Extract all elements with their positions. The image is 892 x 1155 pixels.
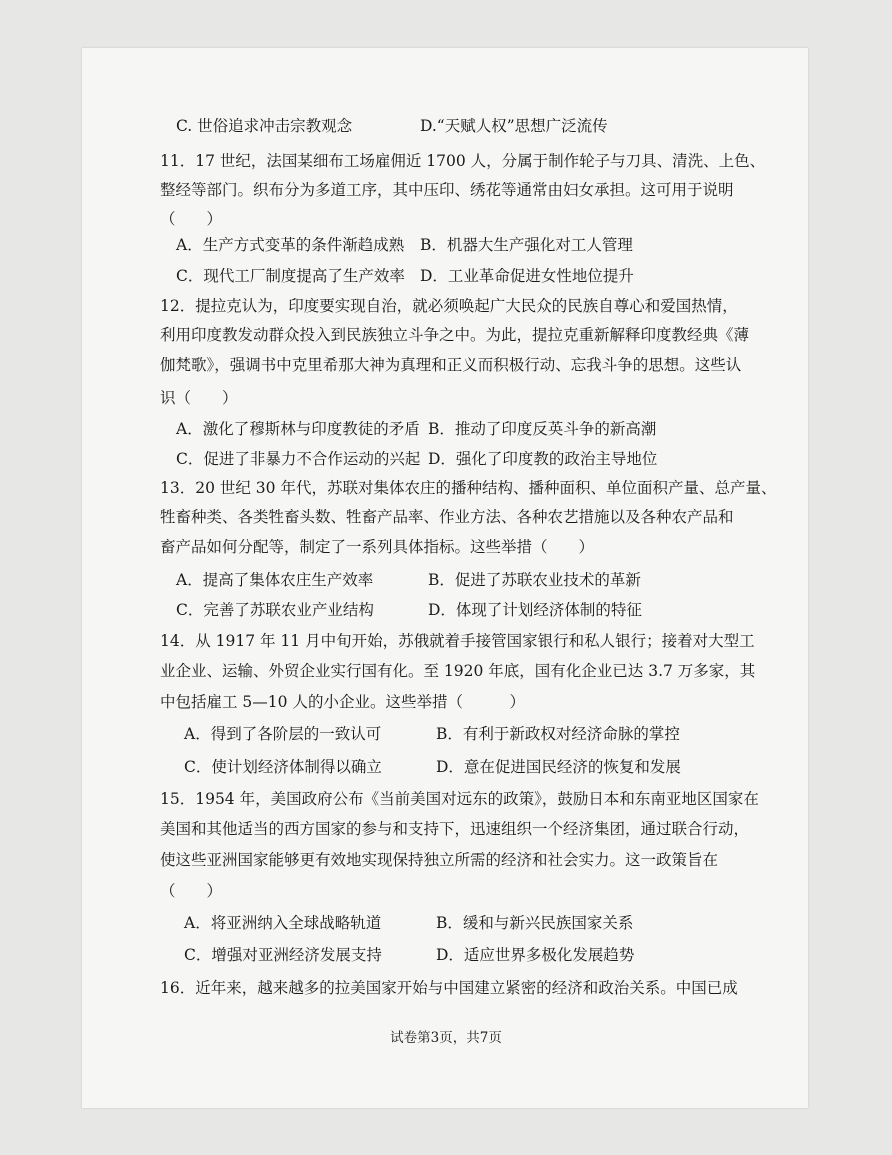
q12-stem-line-2: 利用印度教发动群众投入到民族独立斗争之中。为此，提拉克重新解释印度教经典《薄: [160, 326, 750, 344]
q13-stem-line-3: 畜产品如何分配等，制定了一系列具体指标。这些举措（ ）: [160, 538, 595, 556]
q15-stem-line-1: 15．1954 年，美国政府公布《当前美国对远东的政策》，鼓励日本和东南亚地区国家在: [160, 790, 759, 808]
q13-option-b: B．促进了苏联农业技术的革新: [428, 571, 641, 589]
q15-stem-line-3: 使这些亚洲国家能够更有效地实现保持独立所需的经济和社会实力。这一政策旨在: [160, 851, 719, 869]
q15-option-b: B．缓和与新兴民族国家关系: [436, 914, 634, 932]
q15-option-c: C．增强对亚洲经济发展支持: [184, 946, 382, 964]
q14-stem-line-3: 中包括雇工 5—10 人的小企业。这些举措（ ）: [160, 693, 525, 711]
q11-stem-line-1: 11．17 世纪，法国某细布工场雇佣近 1700 人，分属于制作轮子与刀具、清洗、上色、: [160, 152, 766, 170]
q11-stem-line-3: （ ）: [160, 210, 223, 228]
q14-option-d: D．意在促进国民经济的恢复和发展: [436, 758, 681, 776]
q12-stem-line-3: 伽梵歌》，强调书中克里希那大神为真理和正义而积极行动、忘我斗争的思想。这些认: [160, 356, 742, 374]
q12-option-a: A．激化了穆斯林与印度教徒的矛盾: [176, 420, 420, 438]
q13-option-c: C．完善了苏联农业产业结构: [176, 601, 374, 619]
q13-option-a: A．提高了集体农庄生产效率: [176, 571, 374, 589]
q13-stem-line-1: 13．20 世纪 30 年代，苏联对集体农庄的播种结构、播种面积、单位面积产量、总产量、: [160, 479, 777, 497]
q11-option-d: D．工业革命促进女性地位提升: [420, 267, 634, 285]
q12-option-c: C．促进了非暴力不合作运动的兴起: [176, 450, 421, 468]
q11-option-c: C．现代工厂制度提高了生产效率: [176, 267, 405, 285]
q14-option-b: B．有利于新政权对经济命脉的掌控: [436, 725, 680, 743]
q12-option-d: D．强化了印度教的政治主导地位: [428, 450, 658, 468]
q13-stem-line-2: 牲畜种类、各类牲畜头数、牲畜产品率、作业方法、各种农艺措施以及各种农产品和: [160, 508, 734, 526]
q14-option-c: C．使计划经济体制得以确立: [184, 758, 382, 776]
q12-stem-line-1: 12．提拉克认为，印度要实现自治，就必须唤起广大民众的民族自尊心和爱国热情，: [160, 297, 738, 315]
q15-option-a: A．将亚洲纳入全球战略轨道: [184, 914, 382, 932]
q11-option-a: A．生产方式变革的条件渐趋成熟: [176, 236, 405, 254]
q15-stem-line-4: （ ）: [160, 882, 223, 900]
q12-stem-line-4: 识（ ）: [160, 389, 238, 407]
q11-option-b: B．机器大生产强化对工人管理: [420, 236, 633, 254]
q13-option-d: D．体现了计划经济体制的特征: [428, 601, 642, 619]
q15-option-d: D．适应世界多极化发展趋势: [436, 946, 635, 964]
q16-stem-line-1: 16．近年来，越来越多的拉美国家开始与中国建立紧密的经济和政治关系。中国已成: [160, 979, 738, 997]
q12-option-b: B．推动了印度反英斗争的新高潮: [428, 420, 657, 438]
q11-stem-line-2: 整经等部门。织布分为多道工序，其中压印、绣花等通常由妇女承担。这可用于说明: [160, 181, 734, 199]
page-footer: 试卷第3页，共7页: [390, 1030, 502, 1046]
q10-option-c: C. 世俗追求冲击宗教观念: [176, 117, 353, 135]
q15-stem-line-2: 美国和其他适当的西方国家的参与和支持下，迅速组织一个经济集团，通过联合行动，: [160, 820, 750, 838]
q14-stem-line-1: 14．从 1917 年 11 月中旬开始，苏俄就着手接管国家银行和私人银行；接着对大型工: [160, 632, 755, 650]
q10-option-d: D.“天赋人权”思想广泛流传: [420, 117, 608, 135]
q14-stem-line-2: 业企业、运输、外贸企业实行国有化。至 1920 年底，国有化企业已达 3.7 万多家，其: [160, 662, 756, 680]
q14-option-a: A．得到了各阶层的一致认可: [184, 725, 382, 743]
